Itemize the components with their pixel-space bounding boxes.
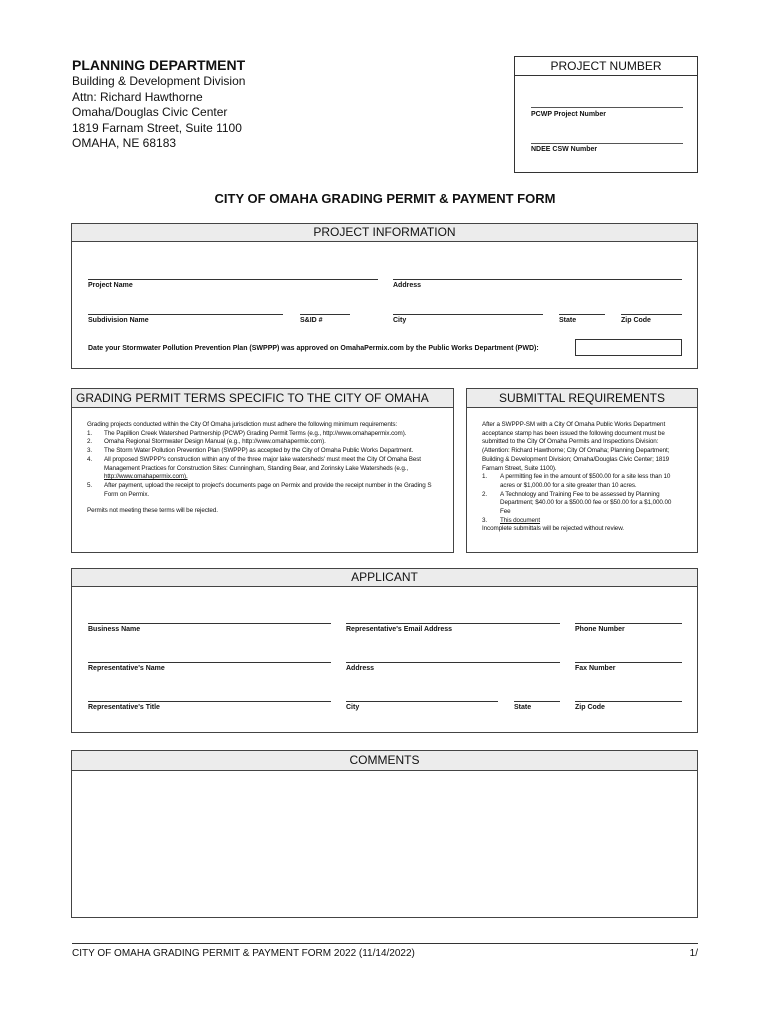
project-name-label: Project Name bbox=[88, 282, 133, 289]
submittal-item-number: 2. bbox=[482, 490, 488, 498]
terms-item-number: 2. bbox=[87, 438, 93, 446]
applicant-state-label: State bbox=[514, 704, 532, 711]
terms-item-text: The Storm Water Pollution Prevention Plan (SWPPP) as accepted by the City of Omaha Public Works Department. bbox=[104, 447, 414, 455]
pcwp-project-number-field[interactable] bbox=[531, 107, 683, 108]
this-document-link[interactable]: This document bbox=[500, 516, 540, 524]
subdivision-name-field[interactable] bbox=[88, 314, 283, 315]
fax-number-field[interactable] bbox=[575, 662, 682, 663]
swppp-approval-date-input[interactable] bbox=[575, 339, 682, 356]
sid-number-field[interactable] bbox=[300, 314, 350, 315]
ndee-csw-number-label: NDEE CSW Number bbox=[531, 146, 598, 153]
swppp-approval-question: Date your Stormwater Pollution Prevention Plan (SWPPP) was approved on OmahaPermix.com by the Public Works Department (PWD): bbox=[88, 345, 539, 352]
fax-number-label: Fax Number bbox=[575, 665, 616, 672]
submittal-item-text: Department; $40.00 for a $500.00 fee or $50.00 for a $1,000.00 bbox=[500, 499, 672, 507]
terms-item-number: 4. bbox=[87, 455, 93, 463]
comments-section bbox=[71, 750, 698, 918]
project-state-field[interactable] bbox=[559, 314, 605, 315]
business-name-label: Business Name bbox=[88, 626, 141, 633]
submittal-item-text: A Technology and Training Fee to be assessed by Planning bbox=[500, 490, 660, 498]
submittal-body bbox=[482, 421, 684, 534]
terms-item-link[interactable]: http://www.omahapermix.com). bbox=[104, 473, 188, 481]
submittal-item-text: A permitting fee in the amount of $500.00 for a site less than 10 bbox=[500, 473, 671, 481]
submittal-requirements-section bbox=[466, 388, 698, 553]
rep-title-field[interactable] bbox=[88, 701, 331, 702]
comments-title: COMMENTS bbox=[72, 751, 697, 771]
subdivision-name-label: Subdivision Name bbox=[88, 317, 149, 324]
form-title: CITY OF OMAHA GRADING PERMIT & PAYMENT FORM bbox=[214, 191, 556, 206]
terms-closing: Permits not meeting these terms will be rejected. bbox=[87, 507, 218, 515]
applicant-state-field[interactable] bbox=[514, 701, 560, 702]
terms-item-number: 1. bbox=[87, 429, 93, 437]
terms-item-number bbox=[87, 465, 104, 474]
sid-number-label: S&ID # bbox=[300, 317, 323, 324]
terms-item-text: Form on Permix. bbox=[104, 490, 150, 498]
terms-item-number: 3. bbox=[87, 447, 93, 455]
department-title: PLANNING DEPARTMENT bbox=[72, 57, 246, 73]
project-city-label: City bbox=[393, 317, 407, 324]
project-address-label: Address bbox=[393, 282, 422, 289]
terms-item-text: Management Practices for Construction Sites: Cunningham, Standing Bear, and Zorinsky Lake Watersheds (e.g., bbox=[104, 464, 409, 472]
submittal-line: Farnam Street, Suite 1100). bbox=[482, 464, 557, 472]
terms-item-text: Omaha Regional Stormwater Design Manual (e.g., http://www.omahapermix.com). bbox=[104, 438, 326, 446]
rep-title-label: Representative's Title bbox=[88, 704, 160, 711]
project-zip-label: Zip Code bbox=[621, 317, 651, 324]
terms-item-number bbox=[87, 491, 104, 500]
address-line: Omaha/Douglas Civic Center bbox=[72, 105, 228, 119]
grading-permit-terms-title: GRADING PERMIT TERMS SPECIFIC TO THE CITY OF OMAHA bbox=[72, 389, 453, 408]
applicant-section bbox=[71, 568, 698, 733]
submittal-item-text: Fee bbox=[500, 508, 511, 516]
terms-item-number bbox=[87, 473, 104, 482]
submittal-item-text: acres or $1,000.00 for a site greater than 10 acres. bbox=[500, 481, 637, 489]
phone-number-label: Phone Number bbox=[575, 626, 625, 633]
terms-item-text: After payment, upload the receipt to project's documents page on Permix and provide the receipt number in the Grading S bbox=[104, 481, 432, 489]
submittal-line: (Attention: Richard Hawthorne; City Of Omaha; Planning Department; bbox=[482, 447, 670, 455]
project-zip-field[interactable] bbox=[621, 314, 682, 315]
project-state-label: State bbox=[559, 317, 577, 324]
applicant-zip-label: Zip Code bbox=[575, 704, 605, 711]
rep-email-field[interactable] bbox=[346, 623, 560, 624]
rep-email-label: Representative's Email Address bbox=[346, 626, 453, 633]
submittal-line: After a SWPPP-SM with a City Of Omaha Public Works Department bbox=[482, 421, 666, 428]
terms-intro: Grading projects conducted within the City Of Omaha jurisdiction must adhere the following minimum requirements: bbox=[87, 421, 398, 428]
project-number-title: PROJECT NUMBER bbox=[515, 57, 697, 76]
terms-item-text: All proposed SWPPP's construction within any of the three major lake watersheds' must meet the City Of Omaha Best bbox=[104, 455, 421, 463]
rep-name-field[interactable] bbox=[88, 662, 331, 663]
submittal-closing: Incomplete submittals will be rejected without review. bbox=[482, 525, 624, 533]
project-city-field[interactable] bbox=[393, 314, 543, 315]
project-name-field[interactable] bbox=[88, 279, 378, 280]
terms-body bbox=[87, 421, 439, 516]
address-line: Building & Development Division bbox=[72, 74, 246, 88]
footer-page-number: 1/ bbox=[689, 948, 698, 959]
submittal-item-number: 3. bbox=[482, 516, 488, 524]
terms-item-number: 5. bbox=[87, 481, 93, 489]
pcwp-project-number-label: PCWP Project Number bbox=[531, 111, 606, 118]
submittal-item-number: 1. bbox=[482, 473, 488, 481]
project-address-field[interactable] bbox=[393, 279, 682, 280]
applicant-zip-field[interactable] bbox=[575, 701, 682, 702]
applicant-address-label: Address bbox=[346, 665, 375, 672]
phone-number-field[interactable] bbox=[575, 623, 682, 624]
ndee-csw-number-field[interactable] bbox=[531, 143, 683, 144]
comments-textarea[interactable] bbox=[72, 771, 697, 917]
project-number-box bbox=[514, 56, 698, 173]
address-line: 1819 Farnam Street, Suite 1100 bbox=[72, 120, 242, 135]
footer-form-name: CITY OF OMAHA GRADING PERMIT & PAYMENT FORM 2022 (11/14/2022) bbox=[72, 948, 415, 959]
applicant-address-field[interactable] bbox=[346, 662, 560, 663]
terms-item-text: The Papillion Creek Watershed Partnership (PCWP) Grading Permit Terms (e.g., http://www.omahapermix.com). bbox=[104, 429, 407, 437]
applicant-city-field[interactable] bbox=[346, 701, 498, 702]
footer-divider bbox=[72, 943, 698, 944]
rep-name-label: Representative's Name bbox=[88, 665, 165, 672]
submittal-line: Building & Development Division; Omaha/Douglas Civic Center; 1819 bbox=[482, 455, 670, 463]
address-line: OMAHA, NE 68183 bbox=[72, 136, 177, 150]
applicant-city-label: City bbox=[346, 704, 360, 711]
submittal-line: acceptance stamp has been issued the following document must be bbox=[482, 429, 665, 437]
address-line: Attn: Richard Hawthorne bbox=[72, 89, 203, 104]
submittal-requirements-title: SUBMITTAL REQUIREMENTS bbox=[467, 389, 697, 408]
grading-permit-terms-section bbox=[71, 388, 454, 553]
mailing-address bbox=[72, 74, 245, 152]
submittal-line: submitted to the City Of Omaha Permits and Inspections Division: bbox=[482, 438, 659, 446]
business-name-field[interactable] bbox=[88, 623, 331, 624]
project-information-title: PROJECT INFORMATION bbox=[72, 224, 697, 242]
project-information-section bbox=[71, 223, 698, 369]
applicant-title: APPLICANT bbox=[72, 569, 697, 587]
